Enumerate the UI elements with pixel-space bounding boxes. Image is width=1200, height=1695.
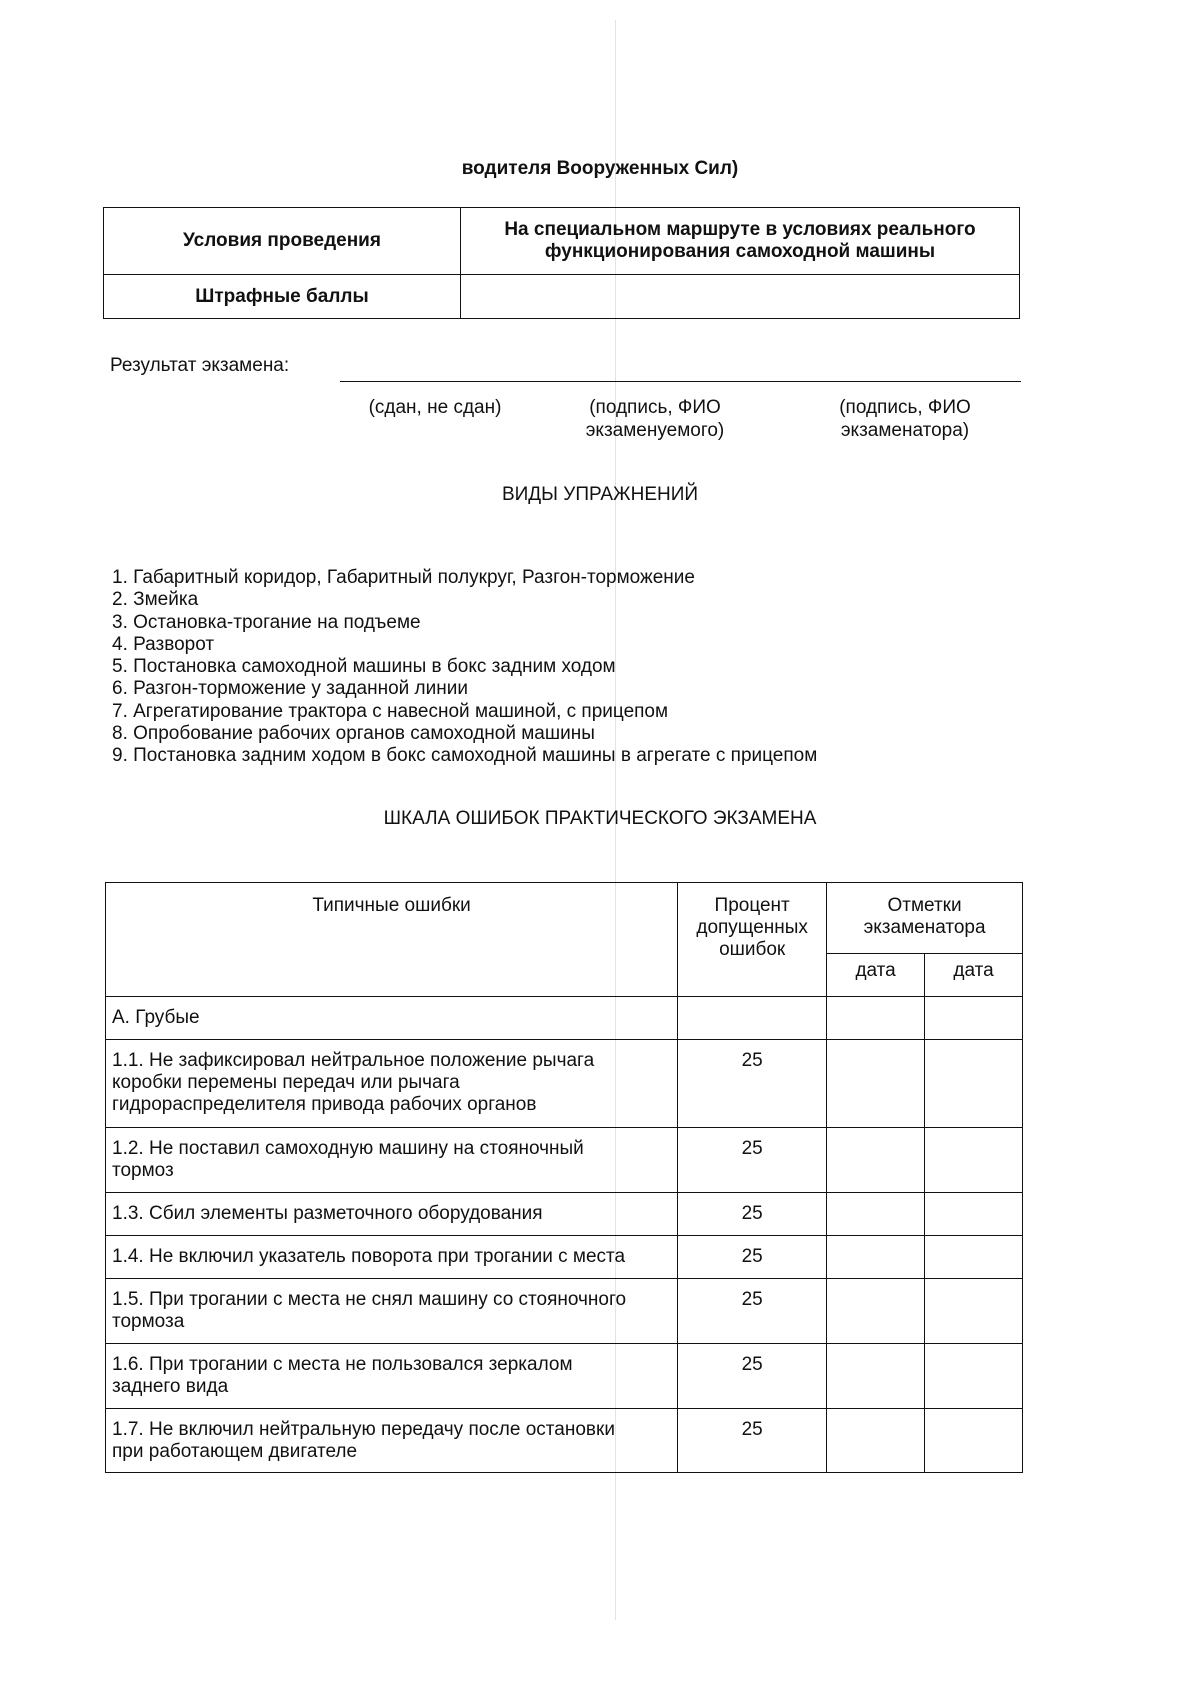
date-cell	[827, 997, 925, 1040]
header-percent-line1: Процент	[714, 895, 790, 916]
error-description	[106, 1236, 678, 1279]
header-date-1: дата	[827, 954, 925, 997]
list-item: 6. Разгон-торможение у заданной линии	[112, 678, 468, 700]
result-label: Результат экзамена:	[110, 355, 290, 376]
caption-examiner	[820, 396, 990, 442]
table-row	[106, 1344, 1023, 1409]
exercises-title: ВИДЫ УПРАЖНЕНИЙ	[501, 484, 699, 505]
date-cell	[925, 1279, 1023, 1344]
error-percent: 25	[678, 1128, 827, 1193]
caption-examiner-line1: (подпись, ФИО	[839, 397, 971, 418]
error-line: заднего вида	[112, 1376, 229, 1397]
error-line: тормоза	[112, 1311, 185, 1332]
date-cell	[827, 1344, 925, 1409]
exercise-list	[112, 567, 817, 768]
list-item: 3. Остановка-трогание на подъеме	[112, 611, 421, 633]
error-description	[106, 1279, 678, 1344]
error-percent: 25	[678, 1279, 827, 1344]
error-line: гидрораспределителя привода рабочих органов	[112, 1094, 537, 1115]
caption-result	[360, 396, 510, 419]
error-description	[106, 1409, 678, 1473]
caption-result-text: (сдан, не сдан)	[368, 397, 502, 418]
percent-cell	[678, 997, 827, 1040]
date-cell	[925, 997, 1023, 1040]
table-row	[106, 1279, 1023, 1344]
list-item: 7. Агрегатирование трактора с навесной машиной, с прицепом	[112, 700, 669, 722]
error-line: коробки перемены передач или рычага	[112, 1072, 460, 1093]
conditions-table	[103, 207, 1020, 319]
error-percent: 25	[678, 1236, 827, 1279]
table-row	[106, 1193, 1023, 1236]
error-percent: 25	[678, 1040, 827, 1128]
header-date-2: дата	[925, 954, 1023, 997]
caption-examinee	[570, 396, 740, 442]
list-item: 1. Габаритный коридор, Габаритный полукруг, Разгон-торможение	[112, 567, 695, 588]
error-line: 1.3. Сбил элементы разметочного оборудования	[112, 1203, 543, 1224]
header-examiner-marks	[827, 883, 1023, 954]
conditions-label: Условия проведения	[104, 208, 461, 275]
error-line: 1.1. Не зафиксировал нейтральное положение рычага	[112, 1050, 595, 1071]
error-description	[106, 1344, 678, 1409]
date-cell	[827, 1040, 925, 1128]
error-percent: 25	[678, 1409, 827, 1473]
date-cell	[925, 1409, 1023, 1473]
date-cell	[827, 1236, 925, 1279]
header-percent	[678, 883, 827, 997]
list-item: 8. Опробование рабочих органов самоходной машины	[112, 723, 595, 745]
error-line: 1.4. Не включил указатель поворота при трогании с места	[112, 1246, 626, 1267]
error-description	[106, 1193, 678, 1236]
section-gross-label: А. Грубые	[106, 997, 678, 1040]
conditions-value	[461, 208, 1020, 275]
date-cell	[925, 1193, 1023, 1236]
error-line: 1.2. Не поставил самоходную машину на стояночный	[112, 1138, 584, 1159]
error-scale-title: ШКАЛА ОШИБОК ПРАКТИЧЕСКОГО ЭКЗАМЕНА	[383, 808, 817, 829]
date-cell	[827, 1409, 925, 1473]
date-cell	[925, 1344, 1023, 1409]
date-cell	[925, 1128, 1023, 1193]
header-marks-line2: экзаменатора	[863, 917, 986, 938]
date-cell	[827, 1128, 925, 1193]
header-percent-line2: допущенных	[696, 917, 808, 938]
error-percent: 25	[678, 1344, 827, 1409]
caption-examiner-line2: экзаменатора)	[840, 420, 970, 441]
list-item: 2. Змейка	[112, 589, 199, 611]
penalty-value	[461, 275, 1020, 319]
header-percent-line3: ошибок	[719, 939, 786, 960]
header-typical-errors: Типичные ошибки	[106, 883, 678, 997]
error-scale-table	[105, 882, 1023, 1473]
table-row	[106, 1236, 1023, 1279]
error-line: 1.5. При трогании с места не снял машину со стояночного	[112, 1289, 627, 1310]
signature-line	[340, 381, 1021, 382]
table-row	[106, 1040, 1023, 1128]
date-cell	[925, 1040, 1023, 1128]
conditions-value-line2: функционирования самоходной машины	[544, 241, 936, 262]
conditions-value-line1: На специальном маршруте в условиях реального	[504, 219, 976, 240]
table-row	[106, 1128, 1023, 1193]
date-cell	[827, 1193, 925, 1236]
caption-examinee-line2: экзаменуемого)	[585, 420, 725, 441]
error-line: при работающем двигателе	[112, 1441, 358, 1462]
date-cell	[925, 1236, 1023, 1279]
error-line: 1.7. Не включил нейтральную передачу после остановки	[112, 1419, 615, 1440]
error-line: тормоз	[112, 1160, 174, 1181]
penalty-label: Штрафные баллы	[104, 275, 461, 319]
error-description	[106, 1040, 678, 1128]
error-line: 1.6. При трогании с места не пользовался зеркалом	[112, 1354, 573, 1375]
document-heading: водителя Вооруженных Сил)	[461, 158, 739, 179]
caption-examinee-line1: (подпись, ФИО	[589, 397, 721, 418]
header-marks-line1: Отметки	[887, 895, 962, 916]
list-item: 4. Разворот	[112, 633, 215, 655]
date-cell	[827, 1279, 925, 1344]
error-percent: 25	[678, 1193, 827, 1236]
list-item: 5. Постановка самоходной машины в бокс задним ходом	[112, 656, 616, 678]
list-item: 9. Постановка задним ходом в бокс самоходной машины в агрегате с прицепом	[112, 745, 818, 767]
table-row	[106, 1409, 1023, 1473]
error-description	[106, 1128, 678, 1193]
